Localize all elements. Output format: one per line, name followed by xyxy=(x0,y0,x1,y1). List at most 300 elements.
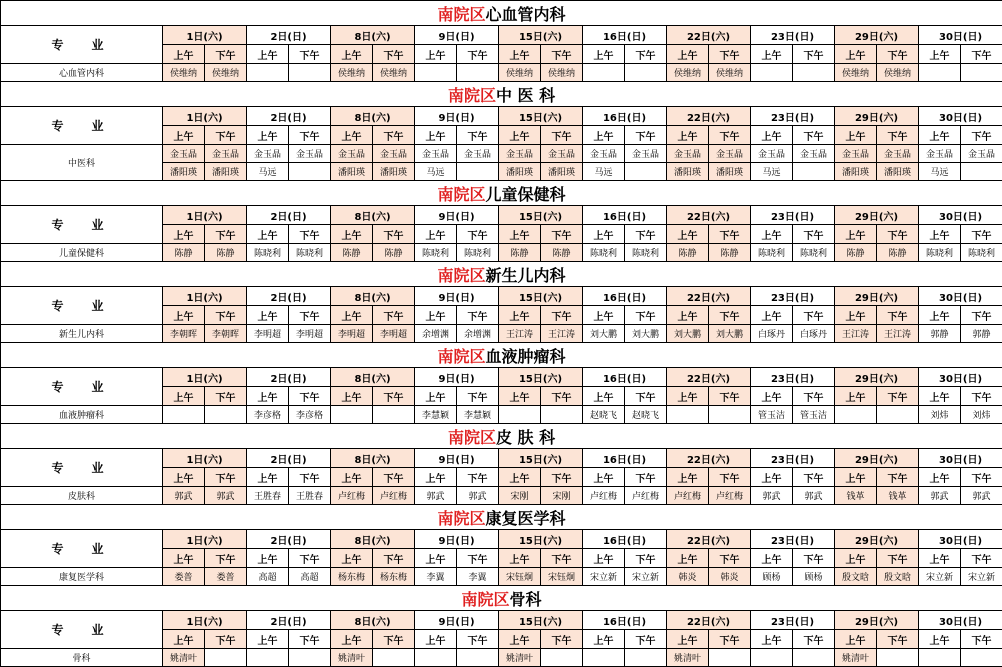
am-header: 上午 xyxy=(499,468,541,487)
doctor-cell: 金玉晶 xyxy=(331,145,373,163)
doctor-cell xyxy=(373,649,415,667)
department-name: 中医科 xyxy=(1,145,163,181)
pm-header: 下午 xyxy=(625,45,667,64)
date-header: 29日(六) xyxy=(835,611,919,630)
section-title-name: 皮 肤 科 xyxy=(496,428,555,447)
doctor-cell: 侯维纳 xyxy=(835,64,877,82)
specialty-header: 专 业 xyxy=(1,368,163,406)
doctor-cell: 高超 xyxy=(247,568,289,586)
doctor-row xyxy=(1,244,1002,262)
date-header: 15日(六) xyxy=(499,287,583,306)
doctor-cell: 郭武 xyxy=(205,487,247,505)
pm-header: 下午 xyxy=(457,630,499,649)
pm-header: 下午 xyxy=(625,126,667,145)
date-header: 15日(六) xyxy=(499,530,583,549)
specialty-header: 专 业 xyxy=(1,449,163,487)
doctor-cell: 李翼 xyxy=(457,568,499,586)
doctor-cell: 王胜春 xyxy=(247,487,289,505)
am-header: 上午 xyxy=(667,306,709,325)
doctor-cell: 卢红梅 xyxy=(625,487,667,505)
date-header: 9日(日) xyxy=(415,530,499,549)
section-title-prefix: 南院区 xyxy=(448,86,496,105)
date-header: 23日(日) xyxy=(751,530,835,549)
pm-header: 下午 xyxy=(961,468,1002,487)
doctor-cell: 王江涛 xyxy=(499,325,541,343)
am-header: 上午 xyxy=(247,549,289,568)
doctor-cell: 李慧颖 xyxy=(457,406,499,424)
date-header: 30日(日) xyxy=(919,107,1002,126)
section-title-row xyxy=(1,424,1002,449)
doctor-cell: 侯维纳 xyxy=(499,64,541,82)
date-header: 29日(六) xyxy=(835,26,919,45)
doctor-cell xyxy=(289,649,331,667)
am-header: 上午 xyxy=(163,549,205,568)
doctor-cell xyxy=(373,406,415,424)
doctor-cell xyxy=(793,64,835,82)
date-header: 1日(六) xyxy=(163,206,247,225)
specialty-header: 专 业 xyxy=(1,611,163,649)
pm-header: 下午 xyxy=(625,468,667,487)
am-header: 上午 xyxy=(247,387,289,406)
pm-header: 下午 xyxy=(625,306,667,325)
date-header: 16日(日) xyxy=(583,287,667,306)
pm-header: 下午 xyxy=(289,45,331,64)
date-header: 16日(日) xyxy=(583,26,667,45)
date-header: 29日(六) xyxy=(835,449,919,468)
am-header: 上午 xyxy=(667,45,709,64)
section-title xyxy=(1,82,1002,107)
doctor-cell: 陈静 xyxy=(541,244,583,262)
am-header: 上午 xyxy=(415,45,457,64)
doctor-cell xyxy=(751,64,793,82)
date-header: 16日(日) xyxy=(583,107,667,126)
am-header: 上午 xyxy=(919,549,961,568)
doctor-cell: 王江涛 xyxy=(877,325,919,343)
am-header: 上午 xyxy=(835,630,877,649)
doctor-cell xyxy=(835,406,877,424)
pm-header: 下午 xyxy=(541,387,583,406)
doctor-cell: 郭武 xyxy=(793,487,835,505)
section-title-name: 新生儿内科 xyxy=(486,266,566,285)
am-header: 上午 xyxy=(919,387,961,406)
am-header: 上午 xyxy=(919,306,961,325)
date-header: 23日(日) xyxy=(751,449,835,468)
date-header: 15日(六) xyxy=(499,368,583,387)
doctor-cell: 郭武 xyxy=(961,487,1002,505)
doctor-cell: 余增渊 xyxy=(415,325,457,343)
date-header: 30日(日) xyxy=(919,368,1002,387)
doctor-cell: 金玉晶 xyxy=(541,145,583,163)
am-header: 上午 xyxy=(919,126,961,145)
am-header: 上午 xyxy=(499,45,541,64)
pm-header: 下午 xyxy=(457,468,499,487)
am-header: 上午 xyxy=(247,225,289,244)
section-title-name: 儿童保健科 xyxy=(486,185,566,204)
doctor-cell: 马远 xyxy=(919,163,961,181)
section-title-name: 心血管内科 xyxy=(486,5,566,24)
doctor-cell xyxy=(919,649,961,667)
doctor-cell: 李慧颖 xyxy=(415,406,457,424)
doctor-cell xyxy=(877,649,919,667)
doctor-cell: 潘阳瑛 xyxy=(499,163,541,181)
date-header: 22日(六) xyxy=(667,206,751,225)
date-header-row xyxy=(1,26,1002,45)
am-header: 上午 xyxy=(163,630,205,649)
date-header: 22日(六) xyxy=(667,107,751,126)
am-header: 上午 xyxy=(835,468,877,487)
am-header: 上午 xyxy=(667,468,709,487)
doctor-cell: 侯维纳 xyxy=(163,64,205,82)
date-header: 8日(六) xyxy=(331,611,415,630)
doctor-cell xyxy=(793,649,835,667)
am-header: 上午 xyxy=(919,45,961,64)
pm-header: 下午 xyxy=(877,126,919,145)
doctor-cell xyxy=(793,163,835,181)
doctor-cell: 潘阳瑛 xyxy=(205,163,247,181)
am-header: 上午 xyxy=(835,225,877,244)
doctor-cell: 赵晓飞 xyxy=(625,406,667,424)
am-header: 上午 xyxy=(331,225,373,244)
doctor-cell xyxy=(961,163,1002,181)
doctor-cell xyxy=(583,649,625,667)
doctor-cell: 高超 xyxy=(289,568,331,586)
date-header: 16日(日) xyxy=(583,368,667,387)
doctor-cell: 刘炜 xyxy=(961,406,1002,424)
section-title xyxy=(1,1,1002,26)
am-header: 上午 xyxy=(499,549,541,568)
date-header-row xyxy=(1,611,1002,630)
doctor-cell: 陈晓利 xyxy=(289,244,331,262)
date-header: 30日(日) xyxy=(919,287,1002,306)
department-name: 新生儿内科 xyxy=(1,325,163,343)
doctor-cell: 潘阳瑛 xyxy=(835,163,877,181)
doctor-cell: 宋立新 xyxy=(919,568,961,586)
doctor-row xyxy=(1,649,1002,667)
am-header: 上午 xyxy=(583,468,625,487)
doctor-cell: 宋钰炯 xyxy=(499,568,541,586)
pm-header: 下午 xyxy=(457,306,499,325)
section-title-prefix: 南院区 xyxy=(438,266,486,285)
doctor-cell: 姚清叶 xyxy=(331,649,373,667)
doctor-cell: 金玉晶 xyxy=(247,145,289,163)
am-header: 上午 xyxy=(919,468,961,487)
doctor-cell: 白琢丹 xyxy=(793,325,835,343)
doctor-cell xyxy=(331,406,373,424)
doctor-cell: 陈静 xyxy=(205,244,247,262)
pm-header: 下午 xyxy=(457,225,499,244)
doctor-cell: 郭武 xyxy=(163,487,205,505)
am-header: 上午 xyxy=(751,45,793,64)
pm-header: 下午 xyxy=(877,549,919,568)
date-header: 29日(六) xyxy=(835,368,919,387)
am-header: 上午 xyxy=(835,306,877,325)
pm-header: 下午 xyxy=(289,306,331,325)
am-header: 上午 xyxy=(919,225,961,244)
doctor-cell: 王胜春 xyxy=(289,487,331,505)
am-header: 上午 xyxy=(667,225,709,244)
date-header: 22日(六) xyxy=(667,368,751,387)
doctor-cell: 马远 xyxy=(247,163,289,181)
doctor-cell: 顾杨 xyxy=(751,568,793,586)
pm-header: 下午 xyxy=(961,225,1002,244)
date-header: 22日(六) xyxy=(667,26,751,45)
doctor-cell: 金玉晶 xyxy=(919,145,961,163)
am-header: 上午 xyxy=(247,306,289,325)
doctor-cell: 侯维纳 xyxy=(667,64,709,82)
doctor-cell: 郭武 xyxy=(919,487,961,505)
doctor-cell: 卢红梅 xyxy=(583,487,625,505)
doctor-cell: 潘阳瑛 xyxy=(163,163,205,181)
am-header: 上午 xyxy=(751,306,793,325)
doctor-cell: 李朝晖 xyxy=(205,325,247,343)
doctor-cell: 陈静 xyxy=(877,244,919,262)
section-title-row xyxy=(1,181,1002,206)
pm-header: 下午 xyxy=(205,306,247,325)
date-header: 23日(日) xyxy=(751,26,835,45)
pm-header: 下午 xyxy=(457,387,499,406)
doctor-cell: 陈晓利 xyxy=(247,244,289,262)
am-header: 上午 xyxy=(247,630,289,649)
doctor-cell xyxy=(205,406,247,424)
pm-header: 下午 xyxy=(373,126,415,145)
am-header: 上午 xyxy=(331,630,373,649)
pm-header: 下午 xyxy=(709,126,751,145)
doctor-cell: 马远 xyxy=(751,163,793,181)
section-title xyxy=(1,262,1002,287)
doctor-cell: 刘大鹏 xyxy=(625,325,667,343)
doctor-cell: 潘阳瑛 xyxy=(541,163,583,181)
doctor-cell: 金玉晶 xyxy=(499,145,541,163)
am-header: 上午 xyxy=(919,630,961,649)
pm-header: 下午 xyxy=(709,630,751,649)
pm-header: 下午 xyxy=(373,225,415,244)
doctor-cell: 金玉晶 xyxy=(163,145,205,163)
specialty-header: 专 业 xyxy=(1,26,163,64)
doctor-cell: 金玉晶 xyxy=(961,145,1002,163)
doctor-cell: 陈静 xyxy=(163,244,205,262)
doctor-cell: 陈晓利 xyxy=(961,244,1002,262)
section-title xyxy=(1,181,1002,206)
pm-header: 下午 xyxy=(793,45,835,64)
doctor-cell: 陈晓利 xyxy=(793,244,835,262)
doctor-cell: 钱革 xyxy=(835,487,877,505)
section-title-prefix: 南院区 xyxy=(438,347,486,366)
date-header-row xyxy=(1,449,1002,468)
am-header: 上午 xyxy=(331,468,373,487)
doctor-cell xyxy=(961,64,1002,82)
pm-header: 下午 xyxy=(877,630,919,649)
doctor-cell: 陈静 xyxy=(709,244,751,262)
am-header: 上午 xyxy=(415,306,457,325)
section-title-prefix: 南院区 xyxy=(462,590,510,609)
date-header: 9日(日) xyxy=(415,368,499,387)
department-name: 皮肤科 xyxy=(1,487,163,505)
section-title-name: 中 医 科 xyxy=(496,86,555,105)
date-header-row xyxy=(1,206,1002,225)
doctor-cell: 金玉晶 xyxy=(835,145,877,163)
date-header-row xyxy=(1,368,1002,387)
doctor-cell: 金玉晶 xyxy=(793,145,835,163)
pm-header: 下午 xyxy=(289,468,331,487)
doctor-cell: 娄普 xyxy=(205,568,247,586)
pm-header: 下午 xyxy=(457,126,499,145)
am-header: 上午 xyxy=(331,549,373,568)
date-header: 15日(六) xyxy=(499,26,583,45)
date-header: 1日(六) xyxy=(163,287,247,306)
date-header: 9日(日) xyxy=(415,611,499,630)
doctor-cell: 侯维纳 xyxy=(541,64,583,82)
pm-header: 下午 xyxy=(961,630,1002,649)
doctor-cell: 殷文晗 xyxy=(835,568,877,586)
doctor-cell: 金玉晶 xyxy=(625,145,667,163)
doctor-cell: 姚清叶 xyxy=(499,649,541,667)
doctor-cell: 侯维纳 xyxy=(709,64,751,82)
section-title-row xyxy=(1,505,1002,530)
pm-header: 下午 xyxy=(289,549,331,568)
pm-header: 下午 xyxy=(877,45,919,64)
pm-header: 下午 xyxy=(289,126,331,145)
doctor-cell: 侯维纳 xyxy=(877,64,919,82)
date-header: 16日(日) xyxy=(583,206,667,225)
am-header: 上午 xyxy=(835,387,877,406)
doctor-cell: 陈晓利 xyxy=(457,244,499,262)
doctor-cell: 潘阳瑛 xyxy=(373,163,415,181)
am-header: 上午 xyxy=(751,468,793,487)
doctor-cell: 杨东梅 xyxy=(373,568,415,586)
pm-header: 下午 xyxy=(541,225,583,244)
doctor-cell: 陈静 xyxy=(499,244,541,262)
date-header: 8日(六) xyxy=(331,449,415,468)
pm-header: 下午 xyxy=(373,468,415,487)
date-header: 23日(日) xyxy=(751,287,835,306)
doctor-cell: 卢红梅 xyxy=(709,487,751,505)
doctor-cell: 金玉晶 xyxy=(415,145,457,163)
doctor-cell: 杨东梅 xyxy=(331,568,373,586)
am-header: 上午 xyxy=(415,126,457,145)
doctor-cell: 潘阳瑛 xyxy=(877,163,919,181)
am-header: 上午 xyxy=(415,549,457,568)
section-title-row xyxy=(1,343,1002,368)
date-header: 15日(六) xyxy=(499,206,583,225)
doctor-cell: 潘阳瑛 xyxy=(331,163,373,181)
section-title-row xyxy=(1,586,1002,611)
doctor-cell xyxy=(457,163,499,181)
doctor-cell: 陈晓利 xyxy=(919,244,961,262)
doctor-cell: 钱革 xyxy=(877,487,919,505)
doctor-cell: 侯维纳 xyxy=(373,64,415,82)
doctor-cell xyxy=(163,406,205,424)
doctor-cell: 李彦格 xyxy=(247,406,289,424)
pm-header: 下午 xyxy=(205,549,247,568)
pm-header: 下午 xyxy=(961,306,1002,325)
date-header: 8日(六) xyxy=(331,287,415,306)
date-header: 15日(六) xyxy=(499,611,583,630)
am-header: 上午 xyxy=(499,630,541,649)
doctor-cell xyxy=(541,649,583,667)
pm-header: 下午 xyxy=(373,306,415,325)
pm-header: 下午 xyxy=(625,387,667,406)
doctor-row xyxy=(1,406,1002,424)
pm-header: 下午 xyxy=(877,306,919,325)
pm-header: 下午 xyxy=(373,549,415,568)
doctor-cell: 韩炎 xyxy=(667,568,709,586)
doctor-cell: 卢红梅 xyxy=(373,487,415,505)
am-header: 上午 xyxy=(331,45,373,64)
doctor-cell xyxy=(457,649,499,667)
date-header-row xyxy=(1,530,1002,549)
date-header: 2日(日) xyxy=(247,449,331,468)
date-header: 22日(六) xyxy=(667,449,751,468)
pm-header: 下午 xyxy=(793,549,835,568)
pm-header: 下午 xyxy=(625,225,667,244)
date-header: 15日(六) xyxy=(499,107,583,126)
section-title xyxy=(1,424,1002,449)
date-header: 8日(六) xyxy=(331,206,415,225)
pm-header: 下午 xyxy=(205,468,247,487)
date-header: 9日(日) xyxy=(415,26,499,45)
am-header: 上午 xyxy=(835,549,877,568)
doctor-cell xyxy=(289,163,331,181)
pm-header: 下午 xyxy=(205,45,247,64)
am-header: 上午 xyxy=(163,387,205,406)
doctor-row xyxy=(1,64,1002,82)
section-title xyxy=(1,343,1002,368)
date-header: 16日(日) xyxy=(583,530,667,549)
doctor-cell: 宋立新 xyxy=(961,568,1002,586)
doctor-cell: 韩炎 xyxy=(709,568,751,586)
doctor-cell: 陈晓利 xyxy=(415,244,457,262)
pm-header: 下午 xyxy=(457,45,499,64)
date-header: 15日(六) xyxy=(499,449,583,468)
am-header: 上午 xyxy=(583,306,625,325)
doctor-cell: 陈静 xyxy=(373,244,415,262)
pm-header: 下午 xyxy=(625,630,667,649)
pm-header: 下午 xyxy=(793,468,835,487)
am-header: 上午 xyxy=(583,45,625,64)
date-header: 1日(六) xyxy=(163,368,247,387)
pm-header: 下午 xyxy=(793,126,835,145)
date-header: 23日(日) xyxy=(751,611,835,630)
section-title xyxy=(1,505,1002,530)
doctor-cell: 金玉晶 xyxy=(877,145,919,163)
doctor-cell: 郭武 xyxy=(751,487,793,505)
doctor-cell: 陈晓利 xyxy=(751,244,793,262)
doctor-cell: 李明超 xyxy=(247,325,289,343)
am-header: 上午 xyxy=(331,306,373,325)
pm-header: 下午 xyxy=(709,387,751,406)
doctor-cell: 金玉晶 xyxy=(709,145,751,163)
doctor-cell xyxy=(541,406,583,424)
department-name: 血液肿瘤科 xyxy=(1,406,163,424)
doctor-cell xyxy=(205,649,247,667)
doctor-cell: 郭静 xyxy=(919,325,961,343)
doctor-cell xyxy=(247,64,289,82)
date-header: 2日(日) xyxy=(247,107,331,126)
am-header: 上午 xyxy=(583,126,625,145)
doctor-cell: 宋刚 xyxy=(541,487,583,505)
doctor-row xyxy=(1,325,1002,343)
pm-header: 下午 xyxy=(793,225,835,244)
date-header: 1日(六) xyxy=(163,26,247,45)
am-header: 上午 xyxy=(331,387,373,406)
section-title-row xyxy=(1,1,1002,26)
doctor-cell: 白琢丹 xyxy=(751,325,793,343)
department-name: 康复医学科 xyxy=(1,568,163,586)
section-title-prefix: 南院区 xyxy=(448,428,496,447)
doctor-cell: 马远 xyxy=(415,163,457,181)
am-header: 上午 xyxy=(163,45,205,64)
doctor-cell xyxy=(247,649,289,667)
